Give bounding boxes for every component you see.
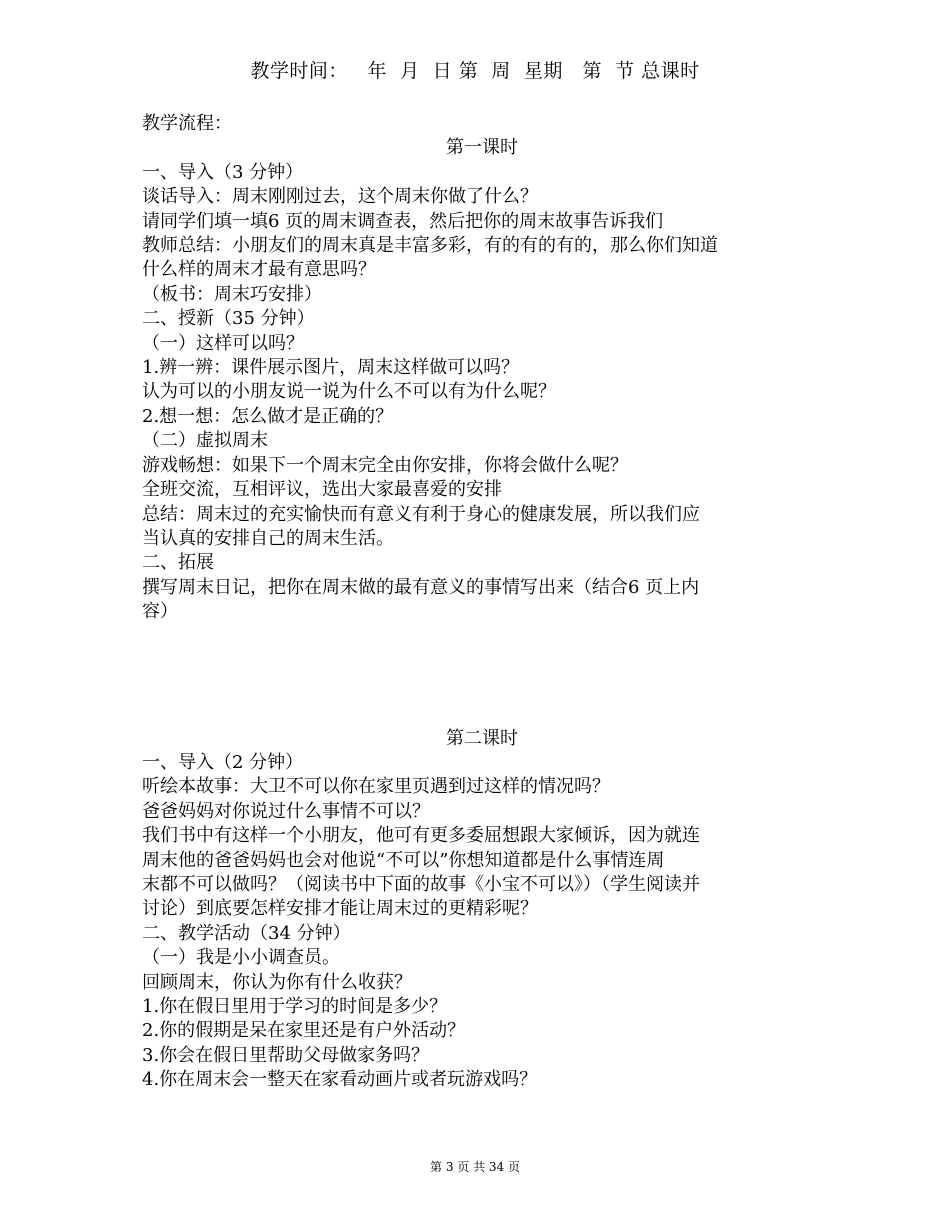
text-line: 讨论）到底要怎样安排才能让周末过的更精彩呢？ bbox=[142, 898, 538, 920]
text-line: 什么样的周末才最有意思吗？ bbox=[142, 259, 376, 281]
text-line: 1.辨一辨：课件展示图片，周末这样做可以吗？ bbox=[142, 357, 520, 379]
section-spacer bbox=[142, 625, 822, 727]
text-line: 二、授新（35 分钟） bbox=[142, 308, 315, 330]
text-line: 一、导入（3 分钟） bbox=[142, 161, 304, 183]
text-line: 二、教学活动（34 分钟） bbox=[142, 922, 351, 944]
text-line: 3.你会在假日里帮助父母做家务吗？ bbox=[142, 1044, 430, 1066]
text-line: 二、拓展 bbox=[142, 552, 214, 574]
text-line: 周末他的爸爸妈妈也会对他说“不可以”你想知道都是什么事情连周 bbox=[142, 849, 665, 871]
text-line: 2.你的假期是呆在家里还是有户外活动？ bbox=[142, 1020, 466, 1042]
text-line: 听绘本故事：大卫不可以你在家里页遇到过这样的情况吗？ bbox=[142, 776, 610, 798]
text-line: 爸爸妈妈对你说过什么事情不可以？ bbox=[142, 800, 430, 822]
text-line: 总结：周末过的充实愉快而有意义有利于身心的健康发展，所以我们应 bbox=[142, 503, 700, 525]
teaching-time-header: 教学时间： 年 月 日 第 周 星期 第 节 总课时 bbox=[250, 60, 700, 82]
document-body bbox=[142, 112, 822, 1093]
lesson2-lines bbox=[142, 751, 822, 1093]
text-line: 4.你在周末会一整天在家看动画片或者玩游戏吗？ bbox=[142, 1069, 538, 1091]
text-line: 我们书中有这样一个小朋友，他可有更多委屈想跟大家倾诉，因为就连 bbox=[142, 825, 700, 847]
text-line: （一）这样可以吗？ bbox=[142, 332, 304, 354]
text-line: 回顾周末，你认为你有什么收获？ bbox=[142, 971, 412, 993]
text-line: 教师总结：小朋友们的周末真是丰富多彩，有的有的有的，那么你们知道 bbox=[142, 235, 718, 257]
text-line: 一、导入（2 分钟） bbox=[142, 751, 304, 773]
text-line: 认为可以的小朋友说一说为什么不可以有为什么呢？ bbox=[142, 381, 556, 403]
text-line: 2.想一想：怎么做才是正确的？ bbox=[142, 405, 394, 427]
text-line: （一）我是小小调查员。 bbox=[142, 947, 340, 969]
page-number-footer: 第 3 页 共 34 页 bbox=[430, 1160, 520, 1174]
lesson1-title: 第一课时 bbox=[446, 137, 518, 159]
text-line: 当认真的安排自己的周末生活。 bbox=[142, 527, 394, 549]
text-line: 撰写周末日记，把你在周末做的最有意义的事情写出来（结合6 页上内 bbox=[142, 576, 700, 598]
text-line: 容） bbox=[142, 601, 178, 623]
flow-label: 教学流程： bbox=[142, 113, 232, 134]
text-line: （二）虚拟周末 bbox=[142, 430, 268, 452]
text-line: 游戏畅想：如果下一个周末完全由你安排，你将会做什么呢？ bbox=[142, 454, 628, 476]
text-line: 全班交流，互相评议，选出大家最喜爱的安排 bbox=[142, 479, 502, 501]
text-line: （板书：周末巧安排） bbox=[142, 283, 322, 305]
lesson1-lines bbox=[142, 161, 822, 625]
text-line: 谈话导入：周末刚刚过去，这个周末你做了什么？ bbox=[142, 186, 538, 208]
text-line: 1.你在假日里用于学习的时间是多少？ bbox=[142, 996, 448, 1017]
text-line: 末都不可以做吗？（阅读书中下面的故事《小宝不可以》）（学生阅读并 bbox=[142, 873, 700, 895]
lesson2-title: 第二课时 bbox=[446, 727, 518, 749]
text-line: 请同学们填一填6 页的周末调查表，然后把你的周末故事告诉我们 bbox=[142, 210, 664, 232]
